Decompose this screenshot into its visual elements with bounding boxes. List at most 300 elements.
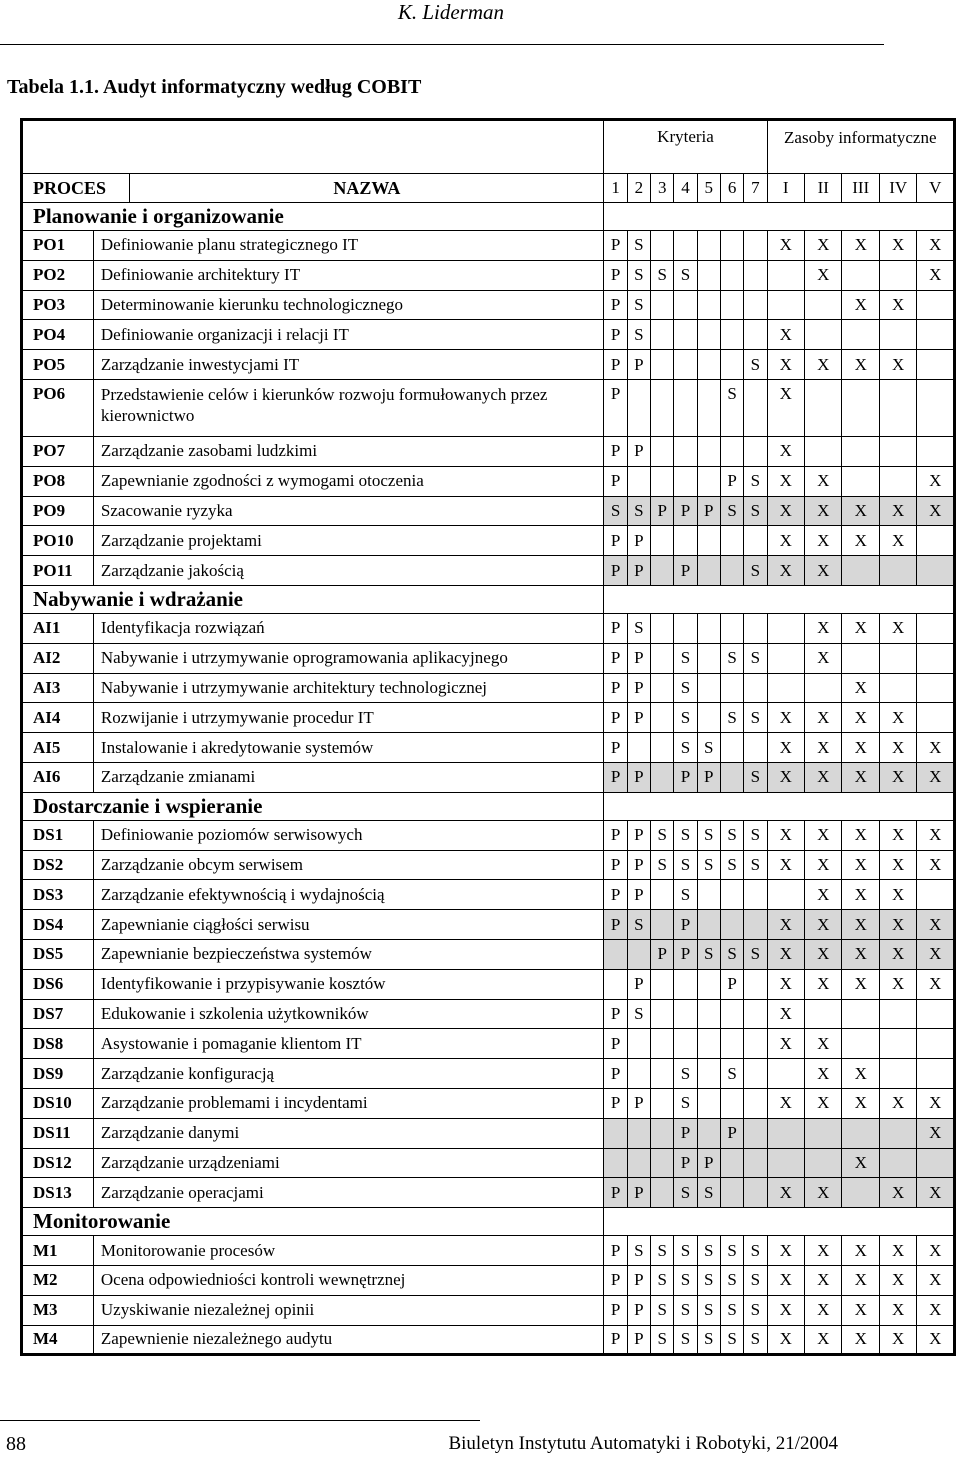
mark-cell: S (651, 1236, 674, 1266)
process-code: M3 (22, 1295, 94, 1325)
mark-cell (744, 999, 767, 1029)
process-code: AI3 (22, 673, 94, 703)
mark-cell (720, 1148, 743, 1178)
mark-cell (604, 1148, 627, 1178)
mark-cell: P (674, 496, 697, 526)
mark-cell (651, 703, 674, 733)
process-name: Zarządzanie urządzeniami (93, 1148, 604, 1178)
mark-cell: S (720, 703, 743, 733)
table-row (22, 1088, 955, 1118)
section-row (22, 585, 955, 613)
table-row (22, 1118, 955, 1148)
mark-cell: X (842, 820, 879, 850)
mark-cell (627, 939, 650, 969)
table-row (22, 1178, 955, 1208)
mark-cell: P (604, 673, 627, 703)
mark-cell (767, 1059, 804, 1089)
mark-cell: X (879, 1295, 916, 1325)
header-column-number: III (842, 174, 879, 203)
mark-cell: S (674, 1088, 697, 1118)
mark-cell: S (651, 1325, 674, 1355)
section-title: Monitorowanie (22, 1208, 604, 1236)
mark-cell: X (842, 910, 879, 940)
mark-cell: P (674, 556, 697, 586)
mark-cell: S (697, 1295, 720, 1325)
mark-cell: S (674, 703, 697, 733)
mark-cell (651, 1148, 674, 1178)
process-code: M1 (22, 1236, 94, 1266)
mark-cell: P (604, 436, 627, 466)
mark-cell: P (697, 762, 720, 792)
mark-cell: P (627, 436, 650, 466)
mark-cell (767, 643, 804, 673)
mark-cell: S (697, 1265, 720, 1295)
mark-cell: S (720, 1325, 743, 1355)
mark-cell: X (917, 1088, 955, 1118)
mark-cell (720, 673, 743, 703)
mark-cell: X (917, 939, 955, 969)
mark-cell (767, 880, 804, 910)
mark-cell (651, 1118, 674, 1148)
table-row (22, 969, 955, 999)
mark-cell (917, 613, 955, 643)
mark-cell: P (604, 820, 627, 850)
mark-cell: X (805, 496, 842, 526)
mark-cell: S (674, 733, 697, 763)
header-row-columns (22, 174, 955, 203)
mark-cell (627, 466, 650, 496)
mark-cell: X (879, 231, 916, 261)
footer-rule (0, 1420, 480, 1421)
mark-cell (879, 1059, 916, 1089)
process-name: Zarządzanie danymi (93, 1118, 604, 1148)
mark-cell: S (697, 733, 720, 763)
mark-cell: X (805, 613, 842, 643)
mark-cell: P (604, 1236, 627, 1266)
mark-cell (879, 556, 916, 586)
mark-cell (697, 910, 720, 940)
table-row (22, 320, 955, 350)
mark-cell: S (627, 999, 650, 1029)
mark-cell: P (697, 496, 720, 526)
mark-cell (917, 379, 955, 436)
table-row (22, 1325, 955, 1355)
mark-cell: P (604, 556, 627, 586)
mark-cell: X (842, 733, 879, 763)
mark-cell (697, 613, 720, 643)
table-row (22, 231, 955, 261)
mark-cell: X (767, 496, 804, 526)
mark-cell (879, 1118, 916, 1148)
mark-cell: P (604, 290, 627, 320)
mark-cell (720, 999, 743, 1029)
table-row (22, 762, 955, 792)
mark-cell (917, 290, 955, 320)
mark-cell: P (604, 1265, 627, 1295)
mark-cell (627, 1059, 650, 1089)
mark-cell: S (697, 1236, 720, 1266)
mark-cell (720, 733, 743, 763)
mark-cell: X (917, 733, 955, 763)
mark-cell: X (879, 733, 916, 763)
table-row (22, 1265, 955, 1295)
mark-cell: X (805, 969, 842, 999)
mark-cell (627, 1118, 650, 1148)
mark-cell (627, 1148, 650, 1178)
mark-cell: S (674, 643, 697, 673)
mark-cell: X (805, 1265, 842, 1295)
mark-cell: P (604, 1088, 627, 1118)
mark-cell: P (627, 1265, 650, 1295)
mark-cell: X (767, 1295, 804, 1325)
mark-cell (651, 613, 674, 643)
mark-cell (917, 673, 955, 703)
mark-cell: X (842, 1325, 879, 1355)
mark-cell (720, 1178, 743, 1208)
mark-cell (674, 466, 697, 496)
mark-cell (720, 350, 743, 380)
mark-cell: X (842, 526, 879, 556)
mark-cell (917, 880, 955, 910)
mark-cell: X (917, 1265, 955, 1295)
section-filler (604, 203, 955, 231)
mark-cell: X (879, 762, 916, 792)
mark-cell: P (604, 466, 627, 496)
table-row (22, 613, 955, 643)
mark-cell (674, 231, 697, 261)
mark-cell (744, 436, 767, 466)
section-row (22, 203, 955, 231)
mark-cell: X (842, 1295, 879, 1325)
mark-cell (744, 1059, 767, 1089)
process-code: PO5 (22, 350, 94, 380)
mark-cell (805, 320, 842, 350)
mark-cell: S (627, 496, 650, 526)
mark-cell: X (805, 1178, 842, 1208)
process-name: Definiowanie poziomów serwisowych (93, 820, 604, 850)
mark-cell (744, 969, 767, 999)
mark-cell: P (604, 1178, 627, 1208)
process-code: AI1 (22, 613, 94, 643)
table-row (22, 1148, 955, 1178)
mark-cell: X (842, 613, 879, 643)
mark-cell: P (604, 999, 627, 1029)
mark-cell: X (842, 762, 879, 792)
mark-cell (651, 1059, 674, 1089)
table-row (22, 850, 955, 880)
table-row (22, 556, 955, 586)
process-code: AI2 (22, 643, 94, 673)
mark-cell (720, 436, 743, 466)
mark-cell: S (674, 1059, 697, 1089)
mark-cell: X (842, 673, 879, 703)
mark-cell: X (805, 1325, 842, 1355)
mark-cell: S (744, 1236, 767, 1266)
mark-cell (697, 1059, 720, 1089)
mark-cell (604, 969, 627, 999)
process-name: Szacowanie ryzyka (93, 496, 604, 526)
mark-cell: X (767, 820, 804, 850)
mark-cell (744, 910, 767, 940)
mark-cell (879, 436, 916, 466)
header-nazwa: NAZWA (130, 174, 604, 203)
process-name: Determinowanie kierunku technologicznego (93, 290, 604, 320)
mark-cell (674, 1029, 697, 1059)
mark-cell (720, 526, 743, 556)
mark-cell (917, 1148, 955, 1178)
mark-cell: X (805, 556, 842, 586)
mark-cell: X (842, 1088, 879, 1118)
mark-cell (697, 466, 720, 496)
mark-cell: X (842, 350, 879, 380)
mark-cell: P (627, 1295, 650, 1325)
header-proces: PROCES (22, 174, 130, 203)
mark-cell: S (697, 939, 720, 969)
mark-cell (627, 1029, 650, 1059)
mark-cell (917, 999, 955, 1029)
table-row (22, 939, 955, 969)
mark-cell (720, 260, 743, 290)
section-filler (604, 792, 955, 820)
process-name: Edukowanie i szkolenia użytkowników (93, 999, 604, 1029)
mark-cell: P (604, 526, 627, 556)
mark-cell (744, 1148, 767, 1178)
header-column-number: 6 (720, 174, 743, 203)
mark-cell: S (651, 820, 674, 850)
mark-cell (697, 880, 720, 910)
process-name: Zarządzanie jakością (93, 556, 604, 586)
process-name: Zapewnianie zgodności z wymogami otoczenia (93, 466, 604, 496)
mark-cell (842, 556, 879, 586)
table-row (22, 290, 955, 320)
mark-cell: X (767, 231, 804, 261)
mark-cell: S (744, 762, 767, 792)
mark-cell: S (720, 1295, 743, 1325)
process-code: DS6 (22, 969, 94, 999)
mark-cell (651, 1178, 674, 1208)
table-row (22, 466, 955, 496)
mark-cell: S (651, 1295, 674, 1325)
mark-cell: X (842, 1236, 879, 1266)
mark-cell: S (627, 320, 650, 350)
process-name: Zarządzanie operacjami (93, 1178, 604, 1208)
mark-cell (697, 1118, 720, 1148)
mark-cell (651, 999, 674, 1029)
mark-cell (651, 910, 674, 940)
mark-cell (842, 1118, 879, 1148)
mark-cell (651, 526, 674, 556)
mark-cell: S (744, 939, 767, 969)
mark-cell (651, 231, 674, 261)
mark-cell (720, 1088, 743, 1118)
process-code: AI4 (22, 703, 94, 733)
mark-cell: S (674, 260, 697, 290)
mark-cell: X (767, 910, 804, 940)
mark-cell: S (674, 1325, 697, 1355)
mark-cell (917, 1059, 955, 1089)
mark-cell: X (767, 379, 804, 436)
mark-cell: S (720, 820, 743, 850)
process-code: DS11 (22, 1118, 94, 1148)
mark-cell (767, 1118, 804, 1148)
header-empty-cell (22, 120, 604, 174)
table-row (22, 1059, 955, 1089)
table-title: Tabela 1.1. Audyt informatyczny według COBIT (7, 76, 422, 98)
mark-cell: X (805, 939, 842, 969)
section-row (22, 1208, 955, 1236)
header-column-number: 1 (604, 174, 627, 203)
process-name: Nabywanie i utrzymywanie architektury technologicznej (93, 673, 604, 703)
mark-cell: S (720, 643, 743, 673)
mark-cell (917, 703, 955, 733)
mark-cell: P (604, 260, 627, 290)
mark-cell: S (720, 1059, 743, 1089)
mark-cell (697, 969, 720, 999)
mark-cell: X (805, 1295, 842, 1325)
mark-cell (879, 673, 916, 703)
mark-cell: S (720, 379, 743, 436)
mark-cell: S (744, 1295, 767, 1325)
process-name: Identyfikowanie i przypisywanie kosztów (93, 969, 604, 999)
mark-cell (720, 880, 743, 910)
mark-cell: P (674, 1118, 697, 1148)
process-name: Definiowanie planu strategicznego IT (93, 231, 604, 261)
process-code: AI6 (22, 762, 94, 792)
mark-cell (720, 762, 743, 792)
mark-cell (651, 436, 674, 466)
header-column-number: IV (879, 174, 916, 203)
mark-cell (805, 379, 842, 436)
mark-cell: X (767, 350, 804, 380)
mark-cell: X (767, 526, 804, 556)
mark-cell: P (627, 969, 650, 999)
header-column-number: 2 (627, 174, 650, 203)
header-column-number: I (767, 174, 804, 203)
mark-cell: P (674, 762, 697, 792)
mark-cell: S (720, 1265, 743, 1295)
process-name: Zarządzanie projektami (93, 526, 604, 556)
mark-cell (651, 762, 674, 792)
mark-cell: P (604, 1059, 627, 1089)
section-title: Nabywanie i wdrażanie (22, 585, 604, 613)
mark-cell: X (879, 969, 916, 999)
mark-cell (805, 999, 842, 1029)
mark-cell: P (604, 1295, 627, 1325)
mark-cell: X (917, 910, 955, 940)
mark-cell (917, 526, 955, 556)
mark-cell: S (744, 850, 767, 880)
mark-cell: S (697, 1325, 720, 1355)
mark-cell: X (805, 762, 842, 792)
mark-cell (697, 290, 720, 320)
mark-cell: S (720, 1236, 743, 1266)
mark-cell: X (879, 850, 916, 880)
header-column-number: 5 (697, 174, 720, 203)
mark-cell: X (879, 703, 916, 733)
table-row (22, 880, 955, 910)
mark-cell: X (767, 556, 804, 586)
mark-cell: S (674, 1265, 697, 1295)
mark-cell (879, 1148, 916, 1178)
mark-cell: X (767, 1088, 804, 1118)
mark-cell: S (744, 496, 767, 526)
mark-cell (697, 231, 720, 261)
mark-cell: X (805, 466, 842, 496)
mark-cell: X (767, 466, 804, 496)
mark-cell: X (917, 496, 955, 526)
process-code: DS12 (22, 1148, 94, 1178)
mark-cell: X (917, 969, 955, 999)
mark-cell: P (697, 1148, 720, 1178)
mark-cell: S (627, 910, 650, 940)
mark-cell (744, 1088, 767, 1118)
table-row (22, 436, 955, 466)
process-name: Definiowanie architektury IT (93, 260, 604, 290)
process-code: PO3 (22, 290, 94, 320)
mark-cell (697, 320, 720, 350)
process-name: Zapewnianie bezpieczeństwa systemów (93, 939, 604, 969)
mark-cell: S (697, 1178, 720, 1208)
mark-cell (879, 1029, 916, 1059)
mark-cell: S (744, 1325, 767, 1355)
mark-cell (697, 673, 720, 703)
process-name: Asystowanie i pomaganie klientom IT (93, 1029, 604, 1059)
process-name: Zarządzanie zasobami ludzkimi (93, 436, 604, 466)
mark-cell: X (842, 290, 879, 320)
section-row (22, 792, 955, 820)
mark-cell (651, 466, 674, 496)
mark-cell: X (917, 1295, 955, 1325)
process-code: DS4 (22, 910, 94, 940)
mark-cell (805, 436, 842, 466)
mark-cell: X (805, 703, 842, 733)
mark-cell (604, 939, 627, 969)
mark-cell: X (879, 613, 916, 643)
mark-cell: P (604, 1325, 627, 1355)
mark-cell (842, 1029, 879, 1059)
section-filler (604, 1208, 955, 1236)
mark-cell: S (604, 496, 627, 526)
process-name: Zarządzanie efektywnością i wydajnością (93, 880, 604, 910)
table-row (22, 350, 955, 380)
mark-cell (842, 320, 879, 350)
mark-cell: P (604, 379, 627, 436)
header-rule (0, 44, 884, 45)
header-row-groups (22, 120, 955, 174)
process-name: Zarządzanie problemami i incydentami (93, 1088, 604, 1118)
table-row (22, 643, 955, 673)
process-name: Zarządzanie obcym serwisem (93, 850, 604, 880)
process-name: Identyfikacja rozwiązań (93, 613, 604, 643)
mark-cell: P (627, 526, 650, 556)
mark-cell (767, 673, 804, 703)
mark-cell: P (604, 910, 627, 940)
mark-cell: P (674, 910, 697, 940)
header-column-number: 4 (674, 174, 697, 203)
mark-cell: P (720, 1118, 743, 1148)
mark-cell: X (842, 880, 879, 910)
running-head: K. Liderman (397, 0, 504, 24)
journal-name: Biuletyn Instytutu Automatyki i Robotyki, 21/2004 (448, 1433, 838, 1454)
mark-cell (917, 1029, 955, 1059)
mark-cell (651, 379, 674, 436)
process-code: PO11 (22, 556, 94, 586)
mark-cell: S (697, 850, 720, 880)
mark-cell: X (767, 999, 804, 1029)
mark-cell: X (767, 703, 804, 733)
mark-cell (674, 350, 697, 380)
mark-cell (720, 1029, 743, 1059)
